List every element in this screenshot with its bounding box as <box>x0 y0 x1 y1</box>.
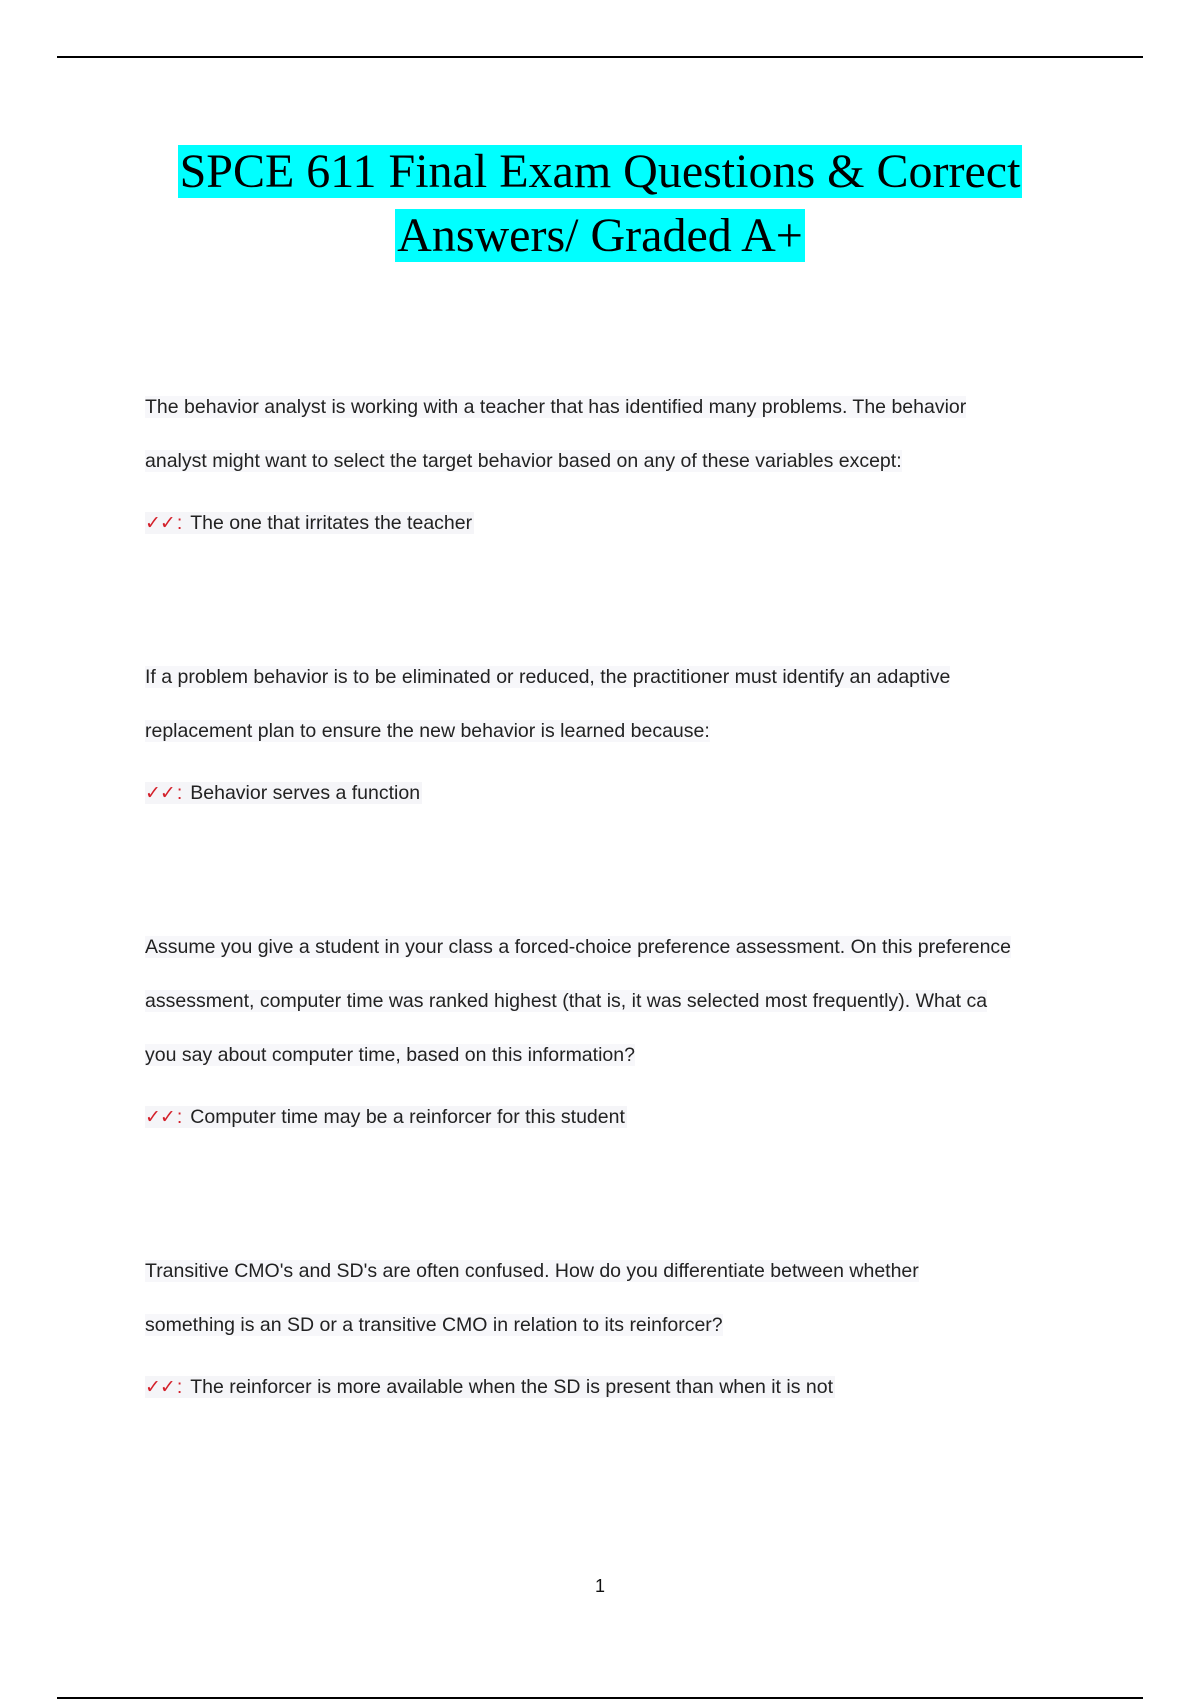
answer-text: The reinforcer is more available when the SD is present than when it is not <box>190 1376 834 1398</box>
check-colon: : <box>176 782 183 804</box>
footer-rule <box>57 1697 1143 1699</box>
question-line: analyst might want to select the target behavior based on any of these variables except: <box>145 450 902 472</box>
question-block-2 <box>145 650 1045 810</box>
question-line: assessment, computer time was ranked highest (that is, it was selected most frequently). What ca <box>145 990 988 1012</box>
question-line: you say about computer time, based on this information? <box>145 1044 635 1066</box>
question-line: Assume you give a student in your class a forced-choice preference assessment. On this preference <box>145 936 1012 958</box>
check-icon: ✓✓ <box>145 1106 175 1128</box>
answer-text: Computer time may be a reinforcer for this student <box>190 1106 625 1128</box>
question-block-3 <box>145 920 1045 1134</box>
check-icon: ✓✓ <box>145 1376 175 1398</box>
page-number: 1 <box>594 1576 605 1596</box>
answer-text: Behavior serves a function <box>190 782 421 804</box>
answer-row <box>145 1370 1045 1404</box>
check-icon: ✓✓ <box>145 782 175 804</box>
question-line: replacement plan to ensure the new behavior is learned because: <box>145 720 710 742</box>
answer-row <box>145 506 1045 540</box>
question-line: The behavior analyst is working with a teacher that has identified many problems. The behavior <box>145 396 967 418</box>
title-line-2: Answers/ Graded A+ <box>397 209 803 262</box>
question-block-4 <box>145 1244 1045 1404</box>
question-block-1 <box>145 380 1045 540</box>
question-line: Transitive CMO's and SD's are often confused. How do you differentiate between whether <box>145 1260 919 1282</box>
check-colon: : <box>176 512 183 534</box>
header-rule <box>57 56 1143 58</box>
title-line-1: SPCE 611 Final Exam Questions & Correct <box>179 145 1021 198</box>
check-icon: ✓✓ <box>145 512 175 534</box>
answer-row <box>145 776 1045 810</box>
question-line: If a problem behavior is to be eliminated or reduced, the practitioner must identify an adaptive <box>145 666 951 688</box>
check-colon: : <box>176 1376 183 1398</box>
document-title <box>0 140 1200 268</box>
answer-text: The one that irritates the teacher <box>190 512 473 534</box>
check-colon: : <box>176 1106 183 1128</box>
question-line: something is an SD or a transitive CMO in relation to its reinforcer? <box>145 1314 723 1336</box>
answer-row <box>145 1100 1045 1134</box>
